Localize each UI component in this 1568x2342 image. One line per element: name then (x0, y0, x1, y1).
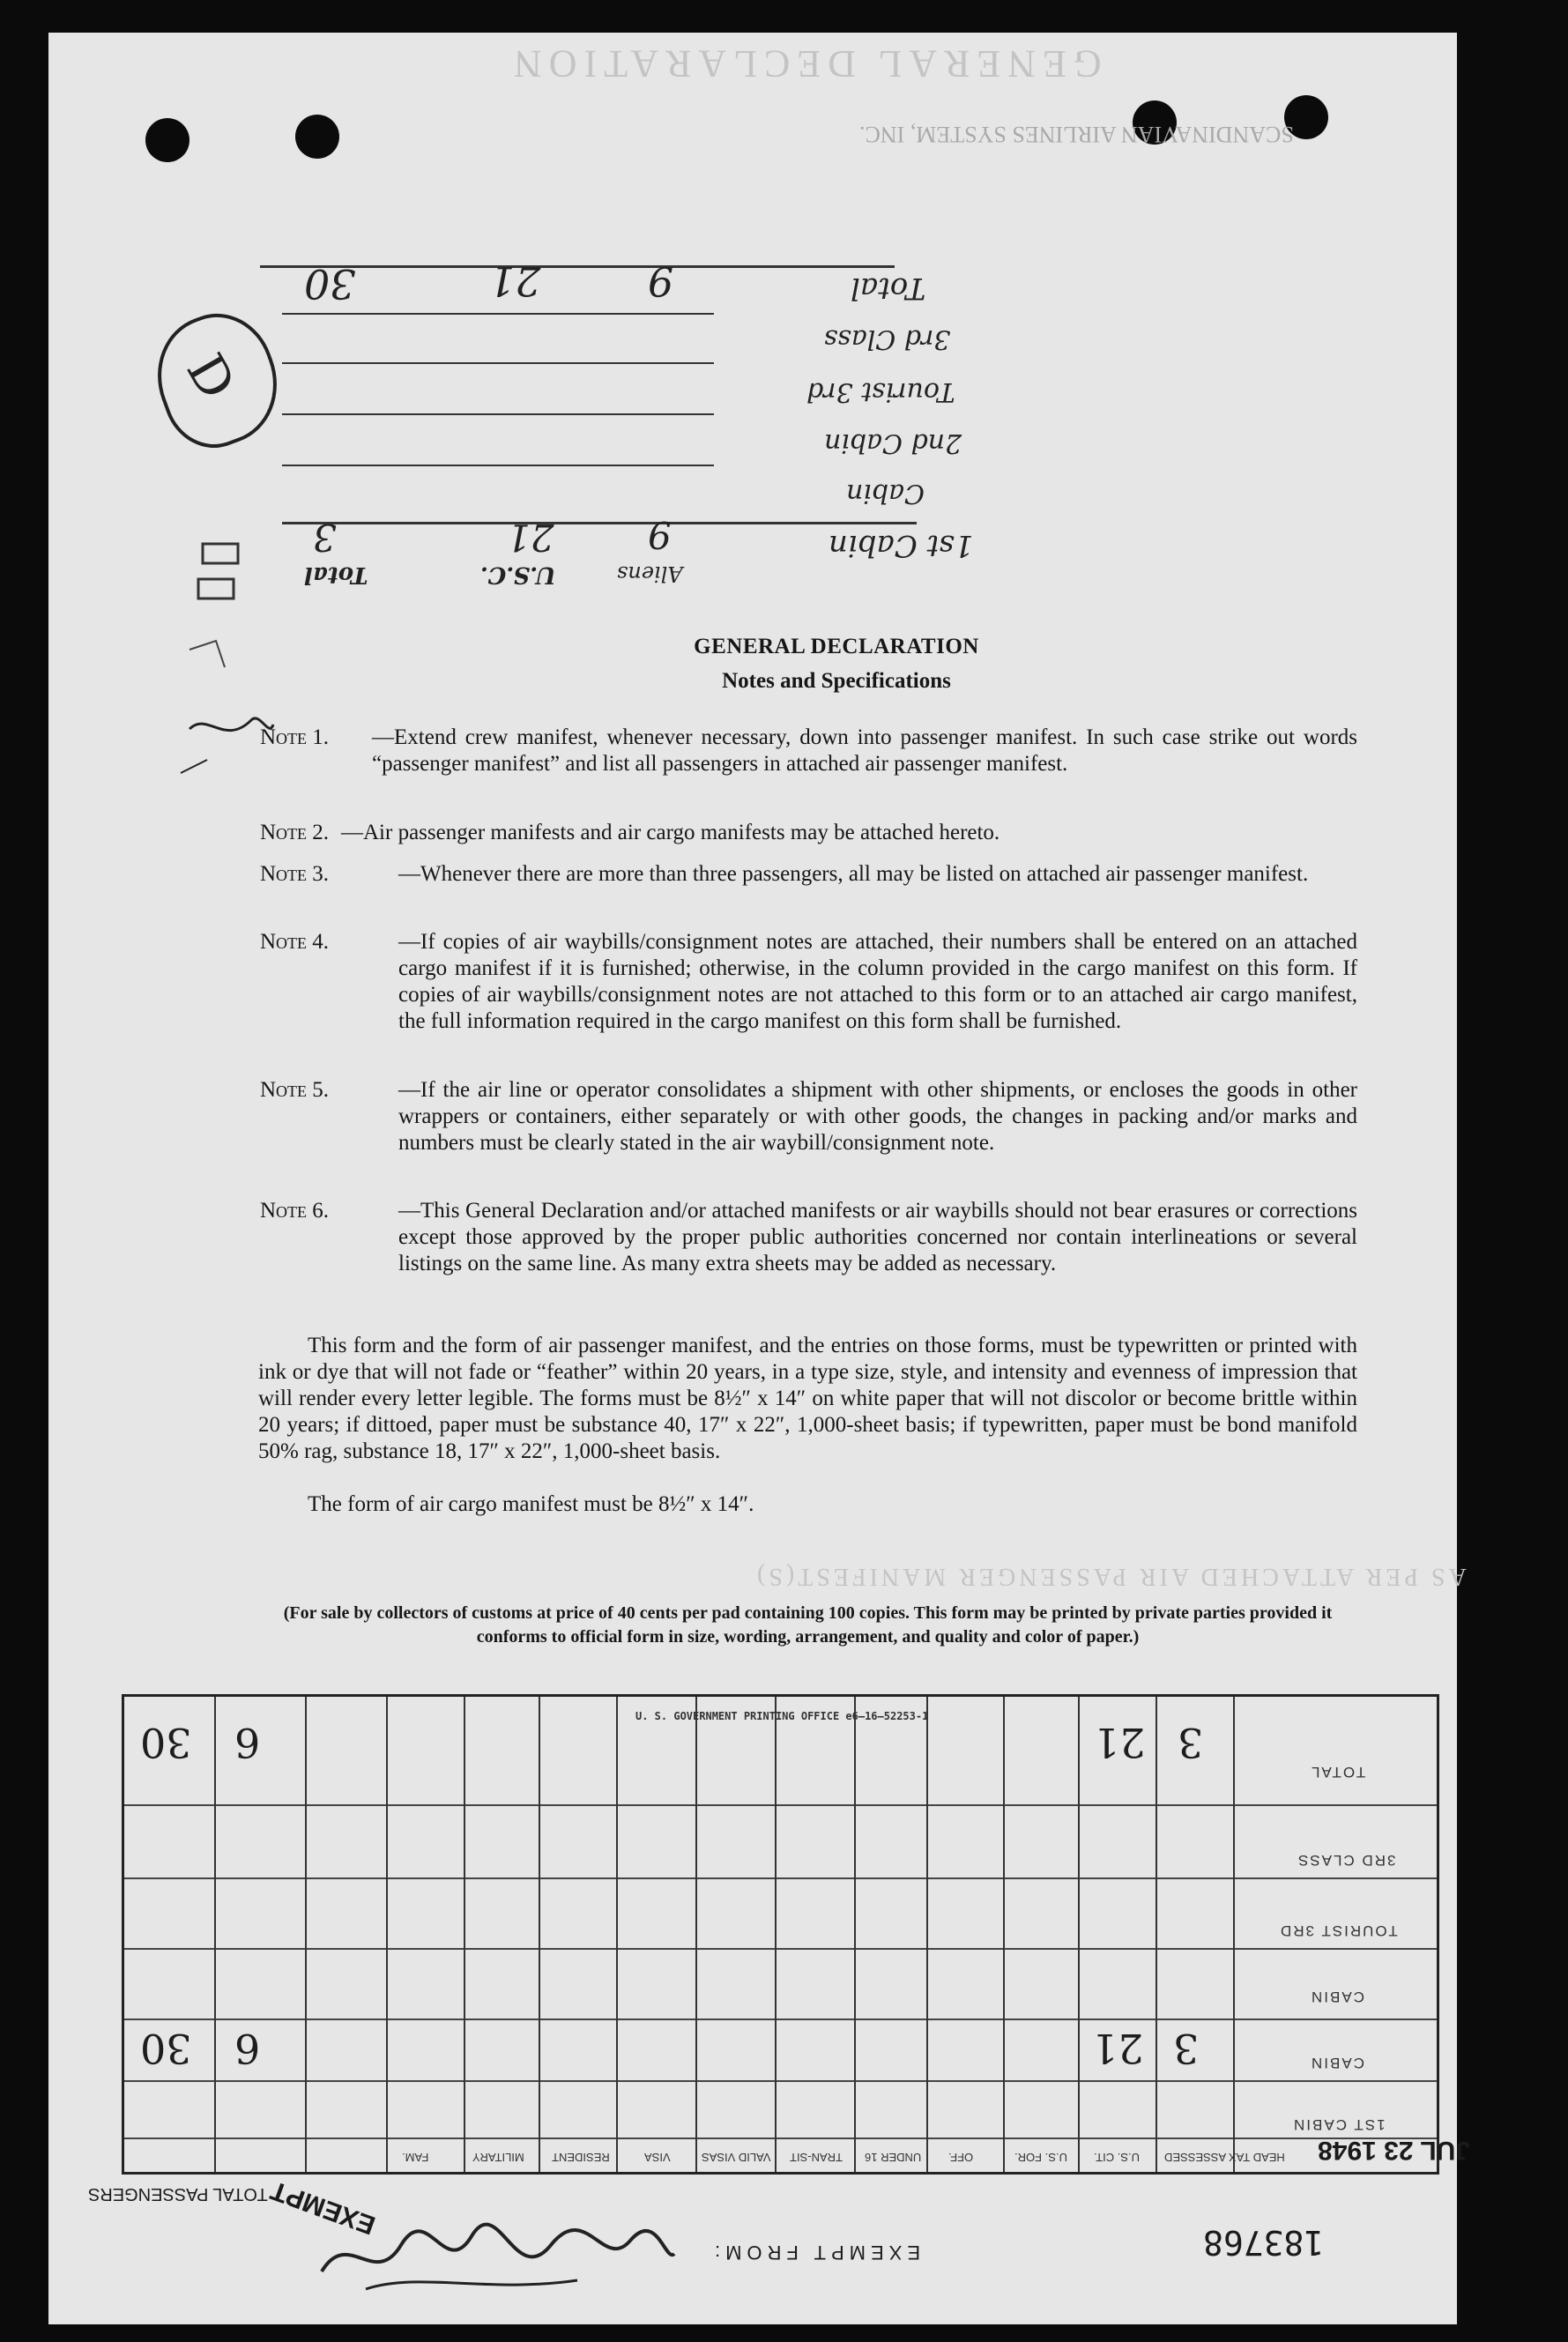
bleed-operator: SCANDINAVIAN AIRLINES SYSTEM, INC. (859, 122, 1294, 147)
page-title: GENERAL DECLARATION (694, 635, 979, 658)
total-visa: 6 (234, 1719, 261, 1766)
note-3 (260, 861, 1357, 888)
punch-hole (145, 118, 189, 162)
note-1 (260, 725, 1357, 777)
col-head-total: Total (304, 561, 368, 588)
grid-col-line (1078, 1697, 1080, 2172)
col-head-usc: U.S.C. (480, 561, 556, 588)
bleed-title: GENERAL DECLARATION (507, 42, 1102, 86)
grid-row-line (124, 1804, 1437, 1806)
exempt-from-label: EXEMPT FROM: (710, 2242, 921, 2264)
note-text: —If copies of air waybills/consignment notes are attached, their numbers shall be entered on an attached cargo manifest if it is furnished; otherwise, in the column provided in the cargo manifest on this form. If copies of air waybills/consignment notes are not attached to this form or to an attached air cargo manifest, the full information required in the cargo manifest on this form shall be furnished. (398, 930, 1357, 1033)
col-head-off: OFF. (948, 2151, 974, 2164)
printing-office-line: U. S. GOVERNMENT PRINTING OFFICE e6—16—52253-1 (635, 1710, 929, 1722)
row-label-3rd-class: 3rd Class (824, 323, 951, 354)
first-us-cit: 21 (1092, 2025, 1144, 2072)
total-passengers: 30 (140, 1719, 192, 1766)
row-label-2nd-cabin: 2nd Cabin (824, 428, 962, 458)
grid-col-line (926, 1697, 928, 2172)
grid-col-line (386, 1697, 388, 2172)
grid-col-line (539, 1697, 540, 2172)
circle-mark-letter: D (175, 344, 248, 410)
table-rule (282, 362, 714, 364)
row-label-1st-cabin: 1st Cabin (829, 528, 974, 563)
first-cabin-aliens: 9 (648, 513, 672, 556)
grid-row-line (124, 2080, 1437, 2082)
col-head-fam: FAM. (402, 2151, 429, 2164)
grid-row-line (124, 1877, 1437, 1879)
passenger-summary-grid (122, 1694, 1439, 2175)
grid-col-line (616, 1697, 618, 2172)
signature (313, 2210, 683, 2307)
col-head-tax: HEAD TAX ASSESSED (1164, 2151, 1285, 2164)
grid-col-line (775, 1697, 777, 2172)
grid-col-line (1003, 1697, 1005, 2172)
first-visa: 6 (234, 2025, 261, 2072)
document-page (48, 33, 1470, 2324)
note-4 (260, 929, 1357, 1035)
note-text: —Air passenger manifests and air cargo manifests may be attached hereto. (341, 821, 1000, 844)
col-head-transit: TRAN-SIT (790, 2151, 843, 2164)
serial-number: 183768 (1203, 2223, 1325, 2262)
row-label-3rd-class: 3RD CLASS (1297, 1852, 1396, 1869)
note-6 (260, 1198, 1357, 1277)
grid-col-line (695, 1697, 697, 2172)
row-label-cabin: Cabin (846, 478, 925, 509)
first-cabin-usc: 21 (507, 516, 554, 559)
row-label-tourist-3rd: Tourist 3rd (806, 376, 955, 407)
table-rule (282, 465, 714, 466)
note-text: —Whenever there are more than three passengers, all may be listed on attached air passenger manifest. (398, 862, 1309, 886)
note-label: Note 4. (260, 930, 330, 954)
first-cabin-total: 3 (313, 516, 337, 559)
total-passengers-label: TOTAL PASSENGERS (88, 2184, 268, 2204)
grid-col-line (854, 1697, 856, 2172)
sale-note: (For sale by collectors of customs at price of 40 cents per pad containing 100 copies. This form may be printed by private parties provided it conforms to official form in size, wording, arrangement, and quality and color of paper.) (283, 1603, 1333, 1647)
grid-col-line (464, 1697, 465, 2172)
format-paragraph: This form and the form of air passenger manifest, and the entries on those forms, must be typewritten or printed with ink or dye that will not fade or “feather” within 20 years, in a type size, style, and intensity and evenness of impression that will render every letter legible. The forms must be 8½″ x 14″ on white paper that will not discolor or become brittle within 20 years; if dittoed, paper must be substance 40, 17″ x 22″, 1,000-sheet basis; if typewritten, paper must be bond manifold 50% rag, substance 18, 17″ x 22″, 1,000-sheet basis. (258, 1334, 1357, 1463)
col-head-under-16: UNDER 16 (865, 2151, 922, 2164)
total-total: 30 (304, 260, 356, 308)
first-passengers: 30 (140, 2025, 192, 2072)
col-head-us-cit: U.S. CIT. (1094, 2151, 1141, 2164)
circle-mark (140, 299, 295, 462)
row-label-cabin-a: CABIN (1310, 1989, 1364, 2005)
exempt-stamp: EXEMPT (266, 2175, 380, 2241)
note-text: —Extend crew manifest, whenever necessary, down into passenger manifest. In such case strike out words “passenger manifest” and list all passengers in attached air passenger manifest. (372, 725, 1357, 776)
grid-col-line (305, 1697, 307, 2172)
grid-col-line (1233, 1697, 1235, 2172)
grid-row-line (124, 2138, 1437, 2139)
grid-col-line (214, 1697, 216, 2172)
date-stamp: JUL 23 1948 (1318, 2136, 1470, 2165)
grid-col-line (1156, 1697, 1157, 2172)
total-usc: 21 (489, 257, 541, 305)
note-text: —If the air line or operator consolidates a shipment with other shipments, or encloses the goods in other wrappers or containers, either separately or with other goods, the changes in packing and/or marks and numbers must be clearly stated in the air waybill/consignment note. (398, 1078, 1357, 1155)
row-label-tourist: TOURIST 3RD (1279, 1922, 1398, 1939)
row-label-total: Total (851, 271, 926, 306)
note-label: Note 1. (260, 725, 330, 749)
total-us-cit: 21 (1094, 1719, 1146, 1766)
col-head-visa: VISA (644, 2151, 671, 2164)
col-head-military: MILITARY (472, 2151, 524, 2164)
grid-row-line (124, 1948, 1437, 1950)
note-text: —This General Declaration and/or attached manifests or air waybills should not bear erasures or corrections except those approved by the proper public authorities concerned nor contain interlineations or several listings on the same line. As many extra sheets may be added as necessary. (398, 1199, 1357, 1275)
note-label: Note 5. (260, 1078, 330, 1102)
total-aliens: 9 (648, 257, 674, 305)
bleed-line: AS PER ATTACHED AIR PASSENGER MANIFEST(S) (754, 1563, 1467, 1590)
margin-scribble (172, 535, 278, 791)
col-head-resident: RESIDENT (552, 2151, 610, 2164)
grid-row-line (124, 2019, 1437, 2020)
note-label: Note 6. (260, 1199, 330, 1223)
row-label-cabin-b: CABIN (1310, 2055, 1364, 2071)
first-head-tax: 3 (1173, 2025, 1200, 2072)
note-label: Note 3. (260, 862, 330, 886)
col-head-valid-visas: VALID VISAS (702, 2151, 771, 2164)
row-label-1st-cabin: 1ST CABIN (1292, 2116, 1386, 2133)
note-5 (260, 1077, 1357, 1156)
note-2 (260, 820, 1357, 846)
table-rule (282, 413, 714, 415)
punch-hole (295, 115, 339, 159)
page-subtitle: Notes and Specifications (722, 669, 951, 693)
cargo-manifest-size: The form of air cargo manifest must be 8½″ x 14″. (308, 1492, 754, 1516)
row-label-total: TOTAL (1310, 1764, 1366, 1781)
col-head-us-for: U.S. FOR. (1014, 2151, 1067, 2164)
note-label: Note 2. (260, 821, 330, 844)
table-rule (282, 313, 714, 315)
table-rule (282, 522, 917, 524)
col-head-aliens: Aliens (617, 561, 683, 586)
total-head-tax: 3 (1178, 1719, 1204, 1766)
